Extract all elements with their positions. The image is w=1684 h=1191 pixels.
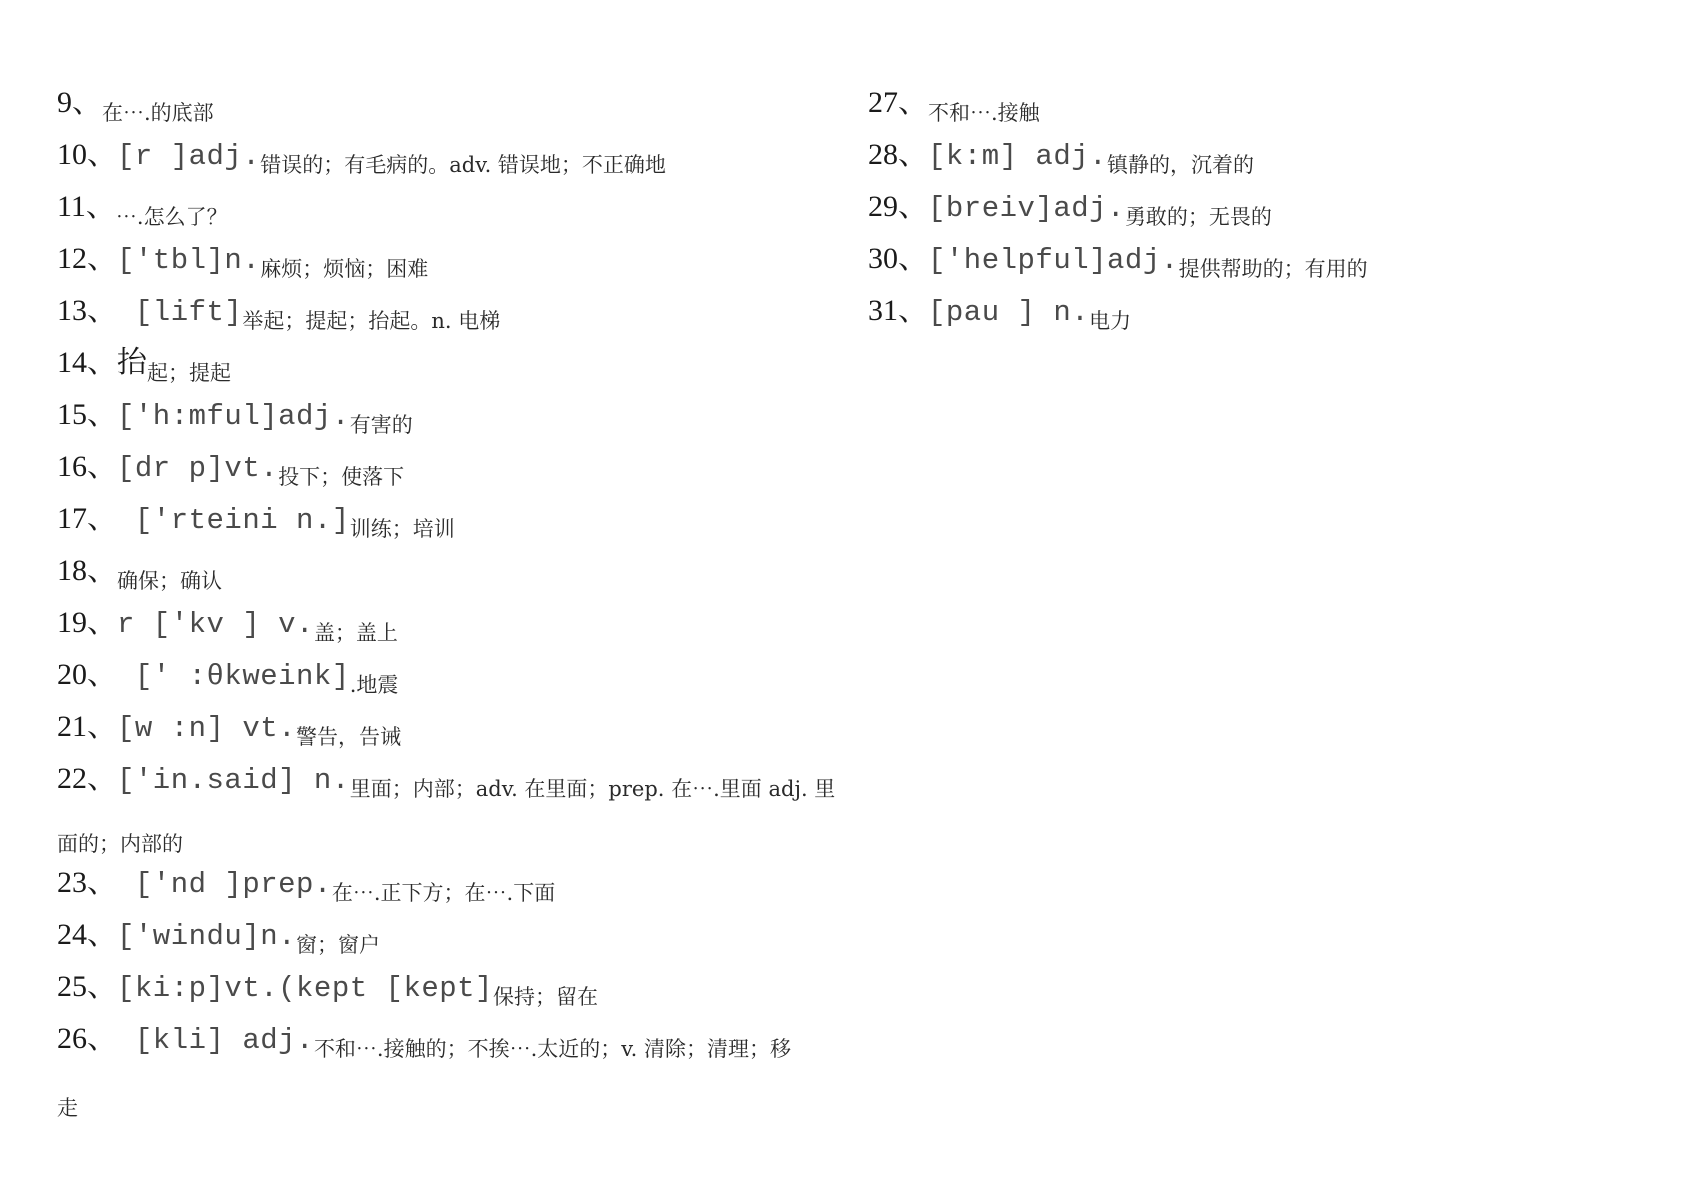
vocab-entry-29 [868, 190, 1272, 229]
vocab-entry-14 [57, 345, 231, 385]
vocab-entry-16 [57, 450, 405, 489]
entry-pronunciation: [w :n] vt. [117, 712, 297, 745]
entry-number: 30、 [868, 242, 928, 275]
entry-number: 10、 [57, 138, 117, 171]
entry-number: 28、 [868, 138, 928, 171]
vocab-entry-24 [57, 918, 381, 957]
entry-pronunciation: ['rteini n.] [117, 504, 350, 537]
entry-number: 13、 [57, 294, 117, 327]
entry-pronunciation: [pau ] n. [928, 296, 1090, 329]
entry-definition: 麻烦；烦恼；困难 [260, 257, 429, 281]
vocab-entry-20 [57, 658, 399, 697]
entry-definition: 窗；窗户 [296, 933, 381, 957]
entry-definition: 保持；留在 [492, 985, 598, 1009]
entry-number: 9、 [57, 86, 102, 119]
entry-number: 15、 [57, 398, 117, 431]
vocab-entry-23 [57, 866, 556, 905]
vocab-entry-12 [57, 242, 429, 281]
entry-pronunciation: ['h:mful]adj. [117, 400, 350, 433]
entry-definition: 不和⋯.接触 [928, 101, 1040, 125]
vocab-entry-31 [868, 294, 1132, 333]
entry-pronunciation: [ki:p]vt.(kept [kept] [117, 972, 493, 1005]
entry-number: 22、 [57, 762, 117, 795]
entry-number: 11、 [57, 190, 116, 223]
definition-continuation-22: 面的；内部的 [57, 832, 183, 856]
entry-pronunciation: [kli] adj. [117, 1024, 314, 1057]
vocab-entry-10 [57, 138, 666, 177]
entry-definition: 提供帮助的；有用的 [1178, 257, 1368, 281]
entry-definition: 错误的；有毛病的。adv. 错误地；不正确地 [260, 153, 666, 177]
entry-pronunciation: [k:m] adj. [928, 140, 1108, 173]
vocab-entry-15 [57, 398, 413, 437]
vocab-entry-25 [57, 970, 598, 1009]
entry-definition: ⋯.怎么了？ [115, 205, 228, 229]
entry-headword: 抬 [117, 345, 147, 380]
vocab-entry-17 [57, 502, 455, 541]
entry-definition: 举起；提起；抬起。n. 电梯 [242, 309, 501, 333]
entry-definition: 有害的 [349, 413, 413, 437]
entry-number: 23、 [57, 866, 117, 899]
entry-pronunciation: [' :θkweink] [117, 660, 350, 693]
entry-pronunciation: [lift] [117, 296, 243, 329]
entry-number: 26、 [57, 1022, 117, 1055]
vocab-entry-9 [57, 86, 214, 125]
entry-pronunciation: ['nd ]prep. [117, 868, 332, 901]
entry-pronunciation: ['helpful]adj. [928, 244, 1179, 277]
entry-definition: 投下；使落下 [278, 465, 405, 489]
entry-definition: 警告，告诫 [296, 725, 402, 749]
entry-number: 29、 [868, 190, 928, 223]
vocab-entry-18 [57, 554, 222, 593]
entry-definition: 训练；培训 [349, 517, 455, 541]
entry-pronunciation: [breiv]adj. [928, 192, 1125, 225]
entry-definition: 镇静的，沉着的 [1107, 153, 1255, 177]
entry-definition: 在⋯.正下方；在⋯.下面 [331, 881, 556, 905]
entry-number: 20、 [57, 658, 117, 691]
entry-number: 21、 [57, 710, 117, 743]
entry-number: 19、 [57, 606, 117, 639]
entry-definition: 起；提起 [147, 361, 231, 385]
entry-definition: 确保；确认 [117, 569, 222, 593]
vocab-entry-11 [57, 190, 228, 229]
vocab-entry-22 [57, 762, 836, 801]
vocab-entry-30 [868, 242, 1368, 281]
vocab-entry-28 [868, 138, 1255, 177]
entry-pronunciation: ['windu]n. [117, 920, 297, 953]
vocab-entry-13 [57, 294, 501, 333]
entry-pronunciation: [r ]adj. [117, 140, 261, 173]
entry-number: 16、 [57, 450, 117, 483]
vocab-entry-21 [57, 710, 402, 749]
entry-number: 25、 [57, 970, 117, 1003]
definition-continuation-26: 走 [57, 1096, 78, 1120]
entry-definition: 电力 [1089, 309, 1132, 333]
entry-pronunciation: [dr p]vt. [117, 452, 279, 485]
entry-number: 12、 [57, 242, 117, 275]
entry-number: 24、 [57, 918, 117, 951]
entry-pronunciation: ['in.said] n. [117, 764, 350, 797]
entry-number: 14、 [57, 346, 117, 379]
vocab-entry-19 [57, 606, 398, 645]
entry-definition: 在⋯.的底部 [102, 101, 214, 125]
entry-definition: .地震 [349, 673, 399, 697]
entry-definition: 里面；内部；adv. 在里面；prep. 在⋯.里面 adj. 里 [349, 777, 836, 801]
entry-definition: 盖；盖上 [313, 621, 398, 645]
vocab-entry-26 [57, 1022, 792, 1061]
entry-number: 17、 [57, 502, 117, 535]
vocab-entry-27 [868, 86, 1040, 125]
entry-pronunciation: r ['kv ] v. [117, 608, 314, 641]
entry-number: 18、 [57, 554, 117, 587]
entry-number: 31、 [868, 294, 928, 327]
entry-definition: 勇敢的；无畏的 [1124, 205, 1272, 229]
entry-number: 27、 [868, 86, 928, 119]
entry-pronunciation: ['tbl]n. [117, 244, 261, 277]
entry-definition: 不和⋯.接触的；不挨⋯.太近的；v. 清除；清理；移 [313, 1037, 792, 1061]
